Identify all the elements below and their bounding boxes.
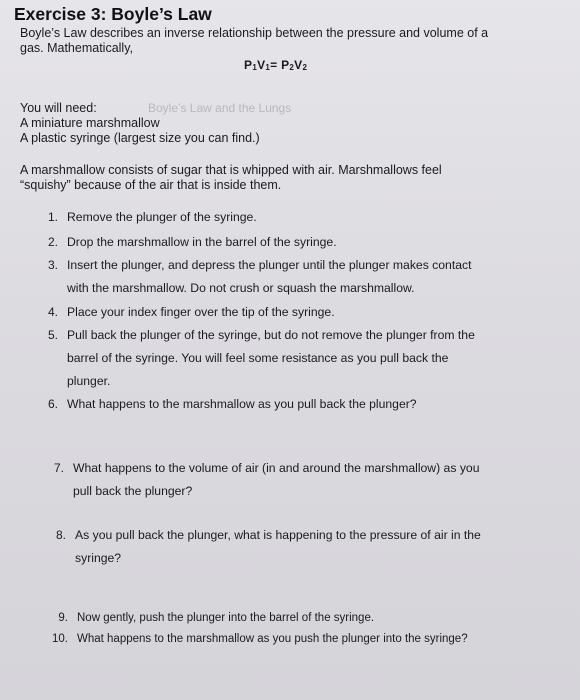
step-number: 8.	[55, 528, 66, 542]
background-line-2: “squishy” because of the air that is inside them.	[20, 178, 282, 192]
step-text: Remove the plunger of the syringe.	[67, 210, 257, 224]
step-text: What happens to the marshmallow as you push the plunger into the syringe?	[77, 633, 468, 645]
step-text: Place your index finger over the tip of the syringe.	[67, 305, 335, 319]
material-item: A plastic syringe (largest size you can find.)	[20, 131, 260, 145]
step-text: Drop the marshmallow in the barrel of the syringe.	[67, 235, 337, 249]
step-number: 9.	[58, 612, 68, 624]
step-number: 3.	[47, 258, 58, 272]
step-text: Now gently, push the plunger into the barrel of the syringe.	[77, 612, 375, 624]
bleed-through-text: Boyle’s Law and the Lungs	[148, 101, 292, 115]
step-number: 10.	[52, 633, 68, 645]
intro-line-1: Boyle’s Law describes an inverse relationship between the pressure and volume of a	[20, 26, 489, 40]
step-number: 4.	[47, 305, 58, 319]
boyles-equation: $P_1V_1= P_2V_2$	[244, 58, 308, 72]
intro-line-2: gas. Mathematically,	[20, 41, 134, 55]
exercise-title: Exercise 3: Boyle’s Law	[14, 4, 212, 24]
step-text: Insert the plunger, and depress the plunger until the plunger makes contact	[67, 258, 472, 272]
step-text: What happens to the marshmallow as you pull back the plunger?	[67, 397, 417, 411]
step-number: 6.	[47, 397, 58, 411]
step-text: pull back the plunger?	[73, 484, 193, 498]
step-text: plunger.	[67, 374, 111, 388]
step-text: As you pull back the plunger, what is happening to the pressure of air in the	[75, 528, 481, 542]
step-number: 5.	[47, 328, 58, 342]
step-number: 7.	[53, 461, 64, 475]
step-number: 1.	[47, 210, 58, 224]
material-item: A miniature marshmallow	[20, 116, 160, 130]
step-text: with the marshmallow. Do not crush or squash the marshmallow.	[67, 281, 415, 295]
step-text: barrel of the syringe. You will feel some resistance as you pull back the	[67, 351, 449, 365]
step-text: Pull back the plunger of the syringe, but do not remove the plunger from the	[67, 328, 475, 342]
background-line-1: A marshmallow consists of sugar that is whipped with air. Marshmallows feel	[20, 163, 442, 177]
step-number: 2.	[47, 235, 58, 249]
materials-heading: You will need:	[20, 101, 97, 115]
step-text: syringe?	[75, 551, 122, 565]
step-text: What happens to the volume of air (in and around the marshmallow) as you	[73, 461, 480, 475]
